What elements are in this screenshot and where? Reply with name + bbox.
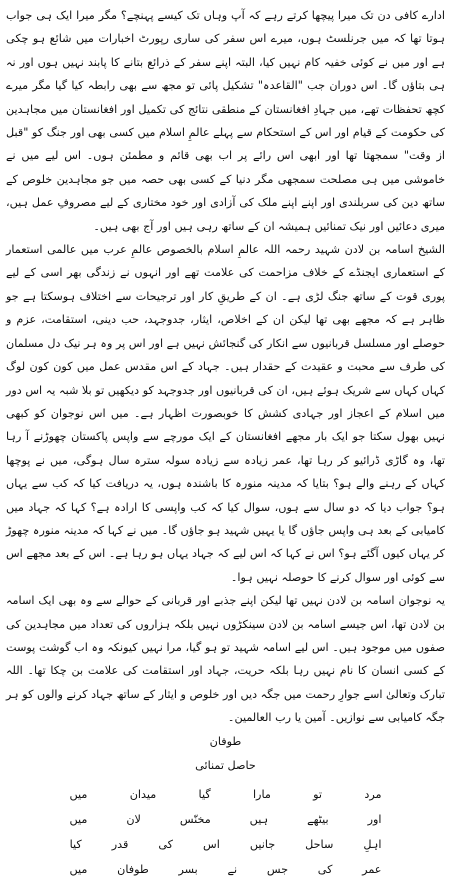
poem-word: مخنّس (179, 812, 211, 826)
poem-word: نے (227, 862, 238, 876)
poem-verse (70, 782, 382, 807)
poem-verse (70, 832, 382, 857)
poem-word: مارا (252, 787, 271, 801)
poem-word: اور (367, 812, 382, 826)
poem-word: طوفان (117, 862, 149, 876)
paragraph-1: ادارے کافی دن تک میرا پیچھا کرتے رہے کہ آپ وہاں تک کیسے پہنچے؟ مگر میرا ایک ہی جواب ہوتا تھا کہ میں جرنلسٹ ہوں، میرے اس سفر کی ساری رپورٹ اخبارات میں شائع ہو چکی ہے اور میں نے کوئی خفیہ کام نہیں کیا، البتہ اپنے سفر کے ذرائع بتانے کا پابند نہیں ہوں اور نہ ہی بتاؤں گا۔ اس دوران جب "القاعدہ" تشکیل پائی تو مجھ سے بھی رابطہ کیا گیا مگر میرے کچھ تحفظات تھے، میں جہادِ افغانستان کے منطقی نتائج کی تکمیل اور افغانستان میں مجاہدین کی حکومت کے قیام اور اس کے استحکام سے پہلے عالمِ اسلام میں کسی بھی اور جنگ کو "قبل از وقت" سمجھتا تھا اور ابھی اس رائے پر اب بھی قائم و مطمئن ہوں۔ اس لیے میں نے خاموشی میں ہی مصلحت سمجھی مگر دنیا کے کسی بھی حصہ میں جو مجاہدین خلوص کے ساتھ دین کی سربلندی اور اپنے اپنے ملک کی آزادی اور خود مختاری کے لیے مصروفِ عمل ہیں، میری دعائیں اور نیک تمنائیں ہمیشہ ان کے ساتھ رہی ہیں اور آج بھی ہیں۔ (6, 9, 445, 233)
poem-word: تو (313, 787, 323, 801)
paragraph-3: یہ نوجوان اسامہ بن لادن نہیں تھا لیکن اپنے جذبے اور قربانی کے حوالے سے وہ بھی ایک اسامہ بن لادن تھا، اس جیسے اسامہ بن لادن سینکڑوں نہیں بلکہ ہزاروں کی تعداد میں مجاہدین کی صفوں میں موجود ہیں۔ اس لیے اسامہ شہید تو ہو گیا، مرا نہیں کیونکہ وہ اب گوشت پوست کے کسی انسان کا نام نہیں رہا بلکہ حریت، جہاد اور استقامت کی علامت بن چکا تھا۔ اللہ تبارک وتعالیٰ اسے جوارِ رحمت میں جگہ دیں اور خلوص و ایثار کے ساتھ جہاد کرنے والوں کو ہر جگہ کامیابی سے نوازیں۔ آمین یا رب العالمین۔ (6, 594, 445, 725)
poem-word: میں (69, 812, 88, 826)
paragraph-2: الشیخ اسامہ بن لادن شہید رحمہ اللہ عالمِ اسلام بالخصوص عالمِ عرب میں عالمی استعمار کے استعماری ایجنڈے کے خلاف مزاحمت کی علامت تھے اور انہوں نے زندگی بھر اسی کے لیے پوری قوت کے ساتھ جنگ لڑی ہے۔ ان کے طریقِ کار اور ترجیحات سے اختلاف ہوسکتا ہے جو ظاہر ہے کہ مجھے بھی تھا لیکن ان کے اخلاص، ایثار، جدوجہد، حب دینی، استقامت، عزم و حوصلے اور مسلسل قربانیوں سے انکار کی گنجائش نہیں ہے اور اس پر وہ ہر نیک دل مسلمان کی طرف سے محبت و عقیدت کے حقدار ہیں۔ جہاد کے اس مقدس عمل میں کون کون لوگ کہاں کہاں سے شریک ہوئے ہیں، ان کی قربانیوں اور جدوجہد کو دیکھیں تو بلا شبہ یہ اس دور میں اسلام کے اعجاز اور جہادی کشش کا خوبصورت اظہار ہے۔ میں اس نوجوان کو کبھی نہیں بھول سکتا جو ایک بار مجھے افغانستان کے ایک مورچے سے واپس پاکستان چھوڑنے آ رہا تھا، وہ گاڑی ڈرائیو کر رہا تھا، عمر زیادہ سے زیادہ سولہ سترہ سال ہوگی، میں نے پوچھا کہاں کے رہنے والے ہو؟ بتایا کہ مدینہ منورہ کا باشندہ ہوں، یہ دریافت کیا کہ کب سے یہاں ہو؟ جواب دیا کہ دو سال سے ہوں، سوال کیا کہ کب واپسی کا ارادہ ہے؟ کہا کہ جہاد میں کامیابی کے بعد ہی واپس جاؤں گا یا یہیں شہید ہو جاؤں گا۔ میں نے کہا کہ مدینہ منورہ چھوڑ کر یہاں کیوں آگئے ہو؟ اس نے کہا کہ اس لیے کہ جہاد یہاں ہو رہا ہے۔ اس کے بعد مجھے اس سے کوئی اور سوال کرنے کا حوصلہ نہیں ہوا۔ (6, 243, 445, 584)
poem-word: اہلِ (363, 837, 382, 851)
poem-word: میدان (129, 787, 157, 801)
poem-word: میں (69, 787, 88, 801)
poem-word: کی (317, 862, 333, 876)
poem-word: عمر (362, 862, 382, 876)
article-body (6, 4, 445, 730)
poem-word: مرد (364, 787, 382, 801)
poem-word: کیا (69, 837, 82, 851)
poem-word: ہیں (249, 812, 269, 826)
poem-word: بیٹھے (307, 812, 329, 826)
poem (6, 782, 445, 882)
poem-word: گیا (198, 787, 211, 801)
poem-word: جس (266, 862, 289, 876)
poem-word: میں (69, 862, 88, 876)
poem-title: طوفان (209, 734, 242, 748)
poem-word: ساحل (305, 837, 334, 851)
poem-word: اس (203, 837, 220, 851)
poem-word: جانیں (249, 837, 276, 851)
poem-word: بسر (178, 862, 198, 876)
poem-verse (70, 807, 382, 832)
poem-word: قدر (111, 837, 129, 851)
poem-word: کی (158, 837, 174, 851)
poem-poet: حاصل تمنائی (195, 758, 256, 772)
poem-word: لان (126, 812, 141, 826)
poem-verse (70, 857, 382, 882)
